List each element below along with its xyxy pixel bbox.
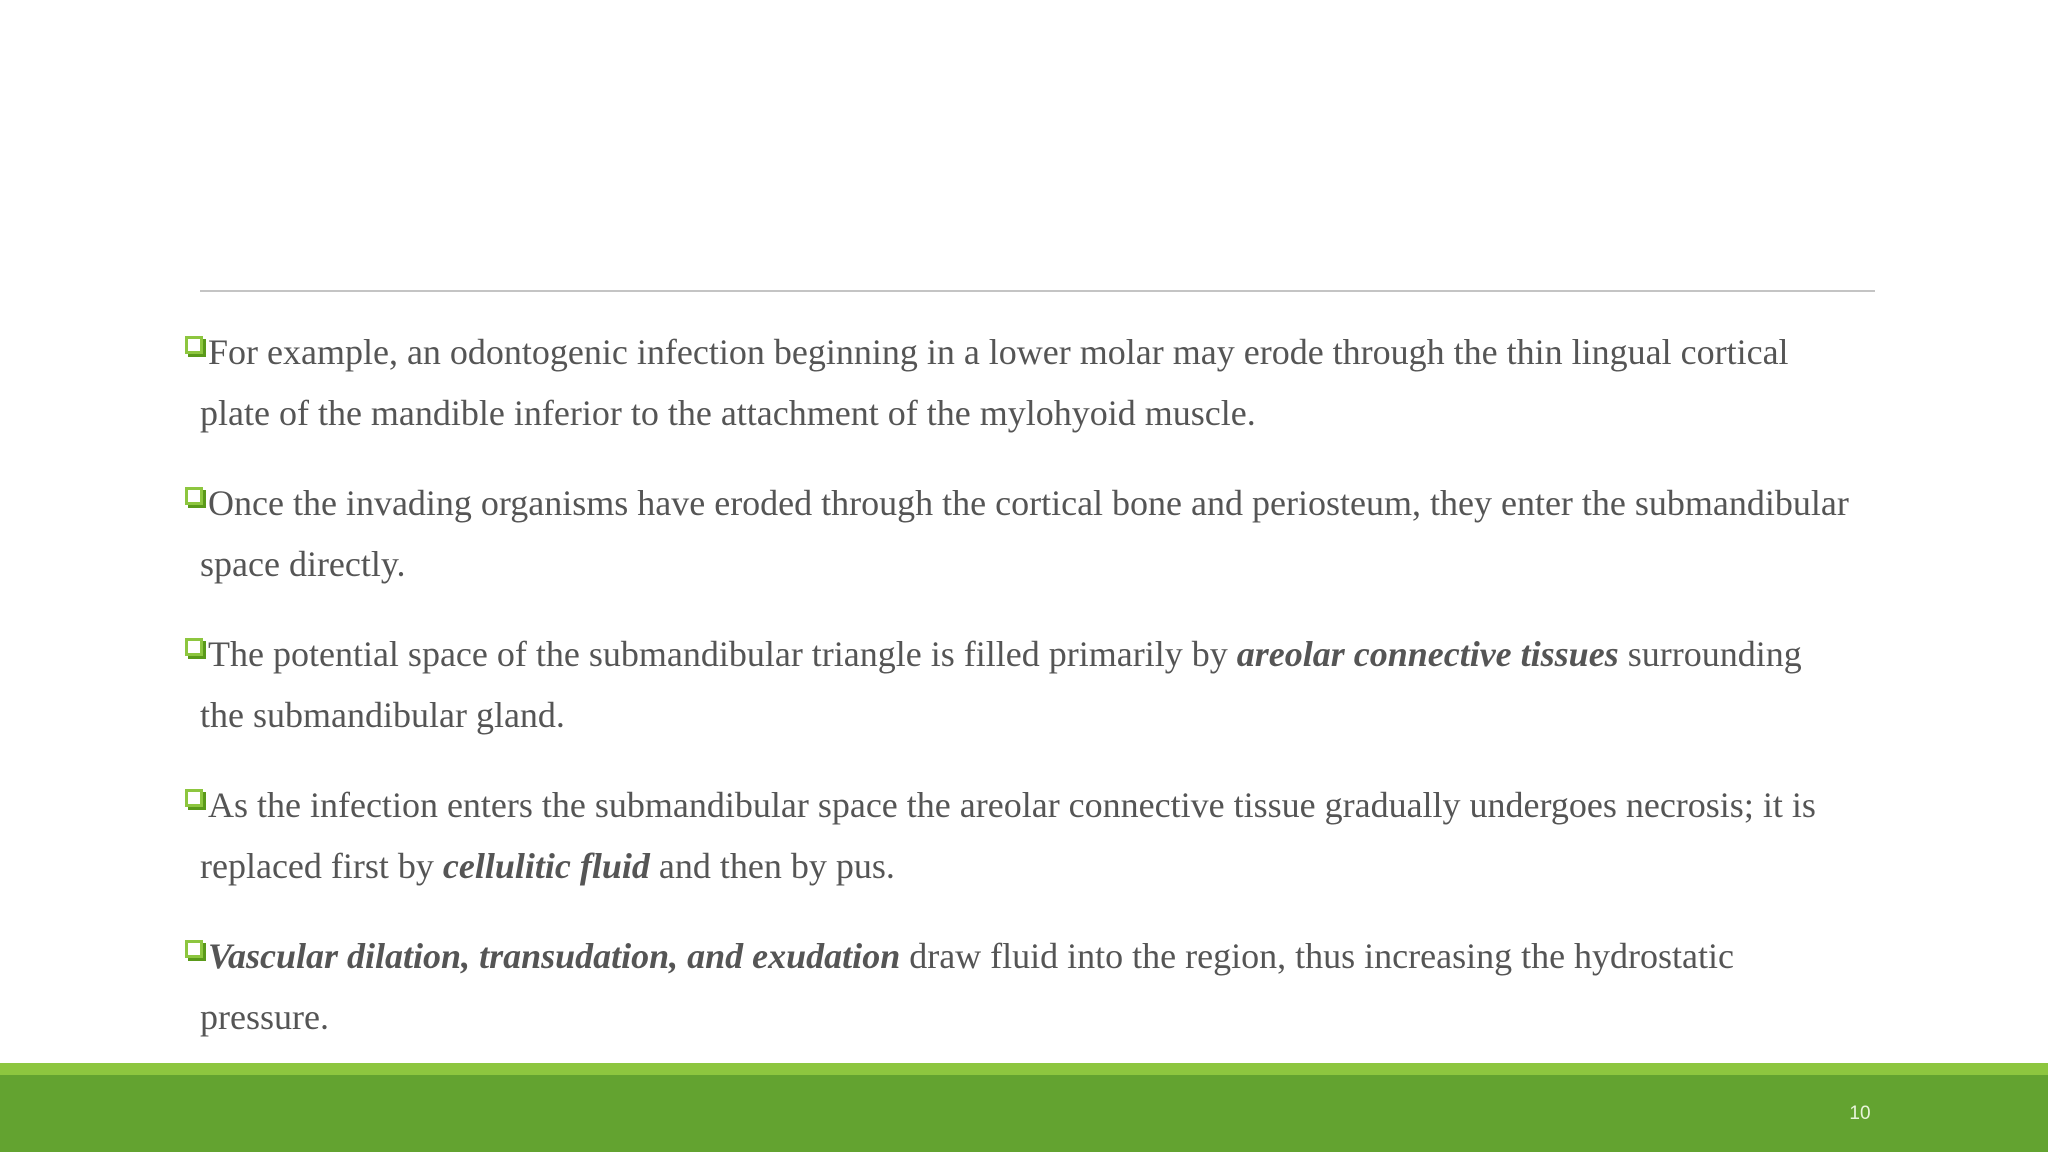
bullet-text-line: the submandibular gland. bbox=[200, 695, 565, 735]
emphasized-term: areolar connective tissues bbox=[1236, 634, 1619, 674]
bullet-item bbox=[188, 775, 1888, 897]
bullet-text-line bbox=[200, 624, 1888, 685]
bullet-text: surrounding bbox=[1618, 634, 1802, 674]
bullet-text-line: Once the invading organisms have eroded through the cortical bone and periosteum, they enter the submandibular bbox=[208, 483, 1849, 523]
checkbox-square-icon bbox=[185, 638, 203, 656]
title-divider-line bbox=[200, 290, 1875, 292]
checkbox-square-icon bbox=[185, 336, 203, 354]
emphasized-term: Vascular dilation, transudation, and exudation bbox=[208, 936, 901, 976]
bullet-text-line: As the infection enters the submandibular space the areolar connective tissue gradually undergoes necrosis; it is bbox=[208, 785, 1816, 825]
bullet-text-line bbox=[200, 836, 1888, 897]
bullet-text: draw fluid into the region, thus increasing the hydrostatic bbox=[900, 936, 1735, 976]
bullet-item bbox=[188, 322, 1888, 444]
bullet-item bbox=[188, 624, 1888, 746]
checkbox-square-icon bbox=[185, 940, 203, 958]
bullet-item bbox=[188, 926, 1888, 1048]
bullet-text-line: pressure. bbox=[200, 997, 329, 1037]
footer-bar bbox=[0, 1075, 2048, 1152]
bullet-text-line: space directly. bbox=[200, 544, 406, 584]
checkbox-square-icon bbox=[185, 789, 203, 807]
emphasized-term: cellulitic fluid bbox=[442, 846, 650, 886]
bullet-text-line: plate of the mandible inferior to the attachment of the mylohyoid muscle. bbox=[200, 393, 1256, 433]
page-number: 10 bbox=[1849, 1103, 1871, 1124]
bullet-text-line: For example, an odontogenic infection beginning in a lower molar may erode through the thin lingual cortical bbox=[208, 332, 1789, 372]
bullet-text-line bbox=[200, 926, 1888, 987]
bullet-item bbox=[188, 473, 1888, 595]
footer-accent-stripe bbox=[0, 1063, 2048, 1075]
bullet-text: replaced first by bbox=[200, 846, 443, 886]
bullet-text: The potential space of the submandibular triangle is filled primarily by bbox=[208, 634, 1237, 674]
bullet-text: and then by pus. bbox=[649, 846, 895, 886]
checkbox-square-icon bbox=[185, 487, 203, 505]
bullet-list bbox=[188, 322, 1888, 1077]
